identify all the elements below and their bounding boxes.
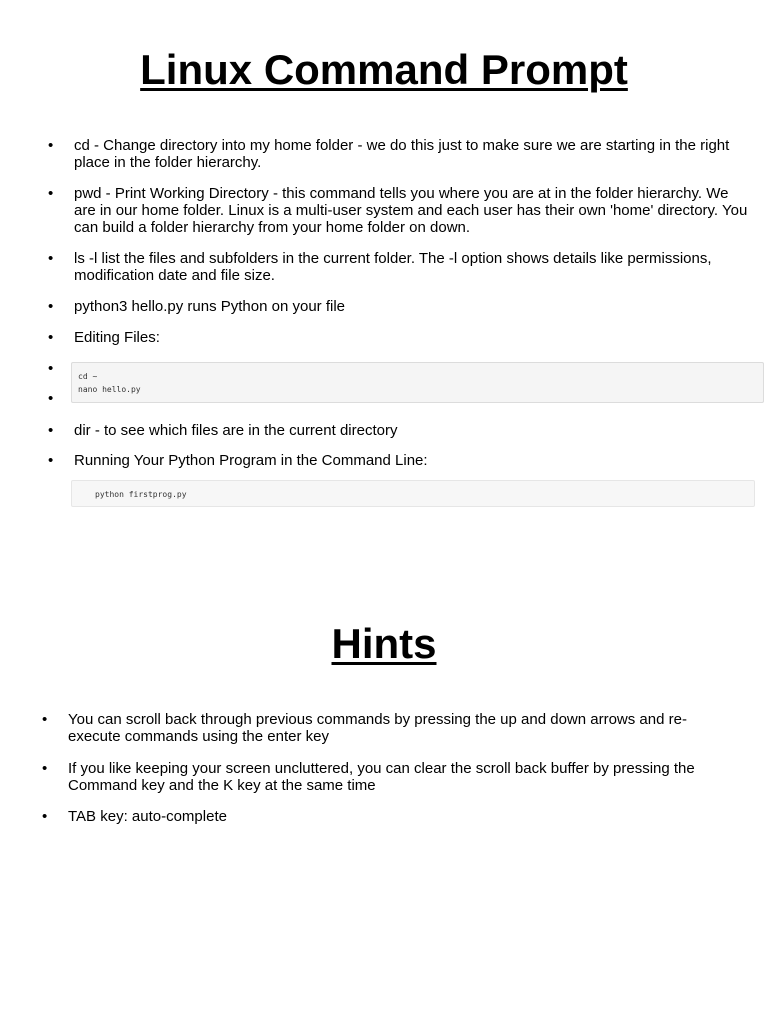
list-item (48, 185, 748, 236)
bullet-icon: • (42, 711, 48, 728)
bullet-icon: • (48, 250, 54, 267)
list-item (48, 329, 748, 346)
hint-text: You can scroll back through previous commands by pressing the up and down arrows and re-execute commands using the enter key (68, 711, 687, 745)
hint-text: TAB key: auto-complete (68, 808, 227, 825)
bullet-icon: • (48, 329, 54, 346)
command-text: dir - to see which files are in the current directory (74, 422, 398, 439)
command-text: pwd - Print Working Directory - this command tells you where you are at in the folder hierarchy. We are in our home folder. Linux is a multi-user system and each user has their own 'home' directory. You can build a folder hierarchy from your home folder on down. (74, 185, 748, 236)
code-line: nano hello.py (78, 385, 141, 394)
code-line: python firstprog.py (95, 490, 187, 499)
hint-item (42, 711, 722, 745)
editing-code-block (71, 362, 764, 403)
list-item (48, 250, 748, 284)
bullet-icon: • (48, 452, 54, 469)
hint-item (42, 760, 732, 794)
bullet-icon: • (48, 185, 54, 202)
page-title: Linux Command Prompt (140, 46, 628, 93)
command-text: Editing Files: (74, 329, 160, 346)
bullet-icon: • (48, 390, 54, 407)
hints-title: Hints (331, 620, 437, 667)
run-code-block (71, 480, 755, 507)
list-item (48, 452, 748, 469)
bullet-icon: • (48, 360, 54, 377)
list-item (48, 137, 748, 171)
bullet-icon: • (48, 422, 54, 439)
list-item (48, 298, 748, 315)
code-line: cd ~ (78, 372, 98, 381)
hint-item (42, 808, 722, 825)
command-text: ls -l list the files and subfolders in the current folder. The -l option shows details like permissions, modification date and file size. (74, 250, 712, 284)
command-text: Running Your Python Program in the Command Line: (74, 452, 428, 469)
bullet-icon: • (48, 298, 54, 315)
list-item (48, 422, 748, 439)
command-text: python3 hello.py runs Python on your file (74, 298, 346, 315)
bullet-icon: • (42, 760, 48, 777)
hint-text: If you like keeping your screen uncluttered, you can clear the scroll back buffer by pressing the Command key and the K key at the same time (68, 760, 695, 794)
command-text: cd - Change directory into my home folder - we do this just to make sure we are starting in the right place in the folder hierarchy. (74, 137, 730, 171)
bullet-icon: • (48, 137, 54, 154)
bullet-icon: • (42, 808, 48, 825)
